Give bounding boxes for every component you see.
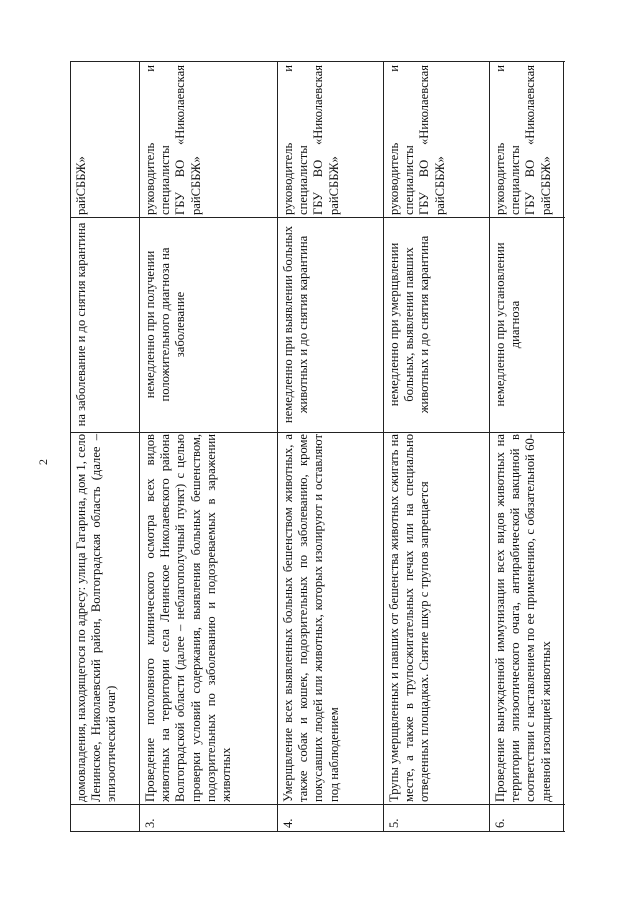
term-cell: немедленно при получении положительного диагноза на заболевание [143, 247, 188, 402]
responsible-cell [493, 65, 554, 215]
responsible-line: руководитель и специалисты [281, 65, 311, 215]
table-border-line [70, 62, 71, 832]
responsible-line: райСББЖ» [188, 156, 203, 215]
table-border-line [70, 804, 565, 805]
row-number: 3. [143, 818, 157, 828]
term-cell: на заболевание и до снятия карантина [74, 222, 88, 427]
row-divider [139, 62, 140, 832]
responsible-line: руководитель и специалисты [387, 65, 417, 215]
row-number: 5. [387, 818, 401, 828]
responsible-line: ГБУ ВО «Николаевская [523, 65, 538, 215]
responsible-line: руководитель и специалисты [493, 65, 523, 215]
action-cell: домовладения, находящегося по адресу: улица Гагарина, дом 1, село Ленинское, Николаевский район, Волгоградская область (далее – эпизоотический очаг) [74, 434, 119, 802]
responsible-line: райСББЖ» [326, 156, 341, 215]
responsible-line: ГБУ ВО «Николаевская [173, 65, 188, 215]
row-divider [277, 62, 278, 832]
responsible-cell [143, 65, 204, 215]
action-cell: Трупы умерщвленных и павших от бешенства животных сжигать на месте, а также в трупосжигательных печах или на специально отведенных площадках. Снятие шкур с трупов запрещается [387, 434, 432, 802]
term-cell: немедленно при выявлении больных животных и до снятия карантина [281, 225, 311, 424]
responsible-cell: райСББЖ» [74, 156, 88, 215]
responsible-line: райСББЖ» [432, 156, 447, 215]
action-cell: Проведение поголовного клинического осмотра всех видов животных на территории села Ленинское Николаевского района Волгоградской области (далее – неблагополучный пункт) с целью проверки условий содержания, выявления больных бешенством, подозрительных по заболеванию и подозреваемых в заражении животных [143, 434, 234, 802]
page-number: 2 [36, 459, 50, 465]
table-border-line [70, 61, 565, 62]
responsible-line: ГБУ ВО «Николаевская [311, 65, 326, 215]
action-cell: Умерщвление всех выявленных больных бешенством животных, а также собак и кошек, подозрительных по заболеванию, кроме покусавших людей или животных, которых изолируют и оставляют под наблюдением [281, 434, 341, 802]
row-divider [489, 62, 490, 832]
responsible-cell [387, 65, 448, 215]
table-border-line [70, 831, 565, 832]
row-divider [383, 62, 384, 832]
table-border-line [70, 217, 565, 218]
action-cell: Проведение вынужденной иммунизации всех видов животных на территории эпизоотического очага, антирабической вакциной в соответствии с наставлением по ее применению, с обязательной 60-дневной изоляцией животных [493, 434, 553, 802]
table-border-line [70, 432, 565, 433]
term-cell: немедленно при установлении диагноза [493, 242, 523, 407]
responsible-line: райСББЖ» [538, 156, 553, 215]
table-border-line [563, 62, 564, 832]
responsible-cell [281, 65, 342, 215]
responsible-line: ГБУ ВО «Николаевская [417, 65, 432, 215]
row-number: 4. [281, 818, 295, 828]
responsible-line: руководитель и специалисты [143, 65, 173, 215]
row-number: 6. [493, 818, 507, 828]
term-cell: немедленно при умерщвлении больных, выявлении павших животных и до снятия карантина [387, 235, 432, 414]
